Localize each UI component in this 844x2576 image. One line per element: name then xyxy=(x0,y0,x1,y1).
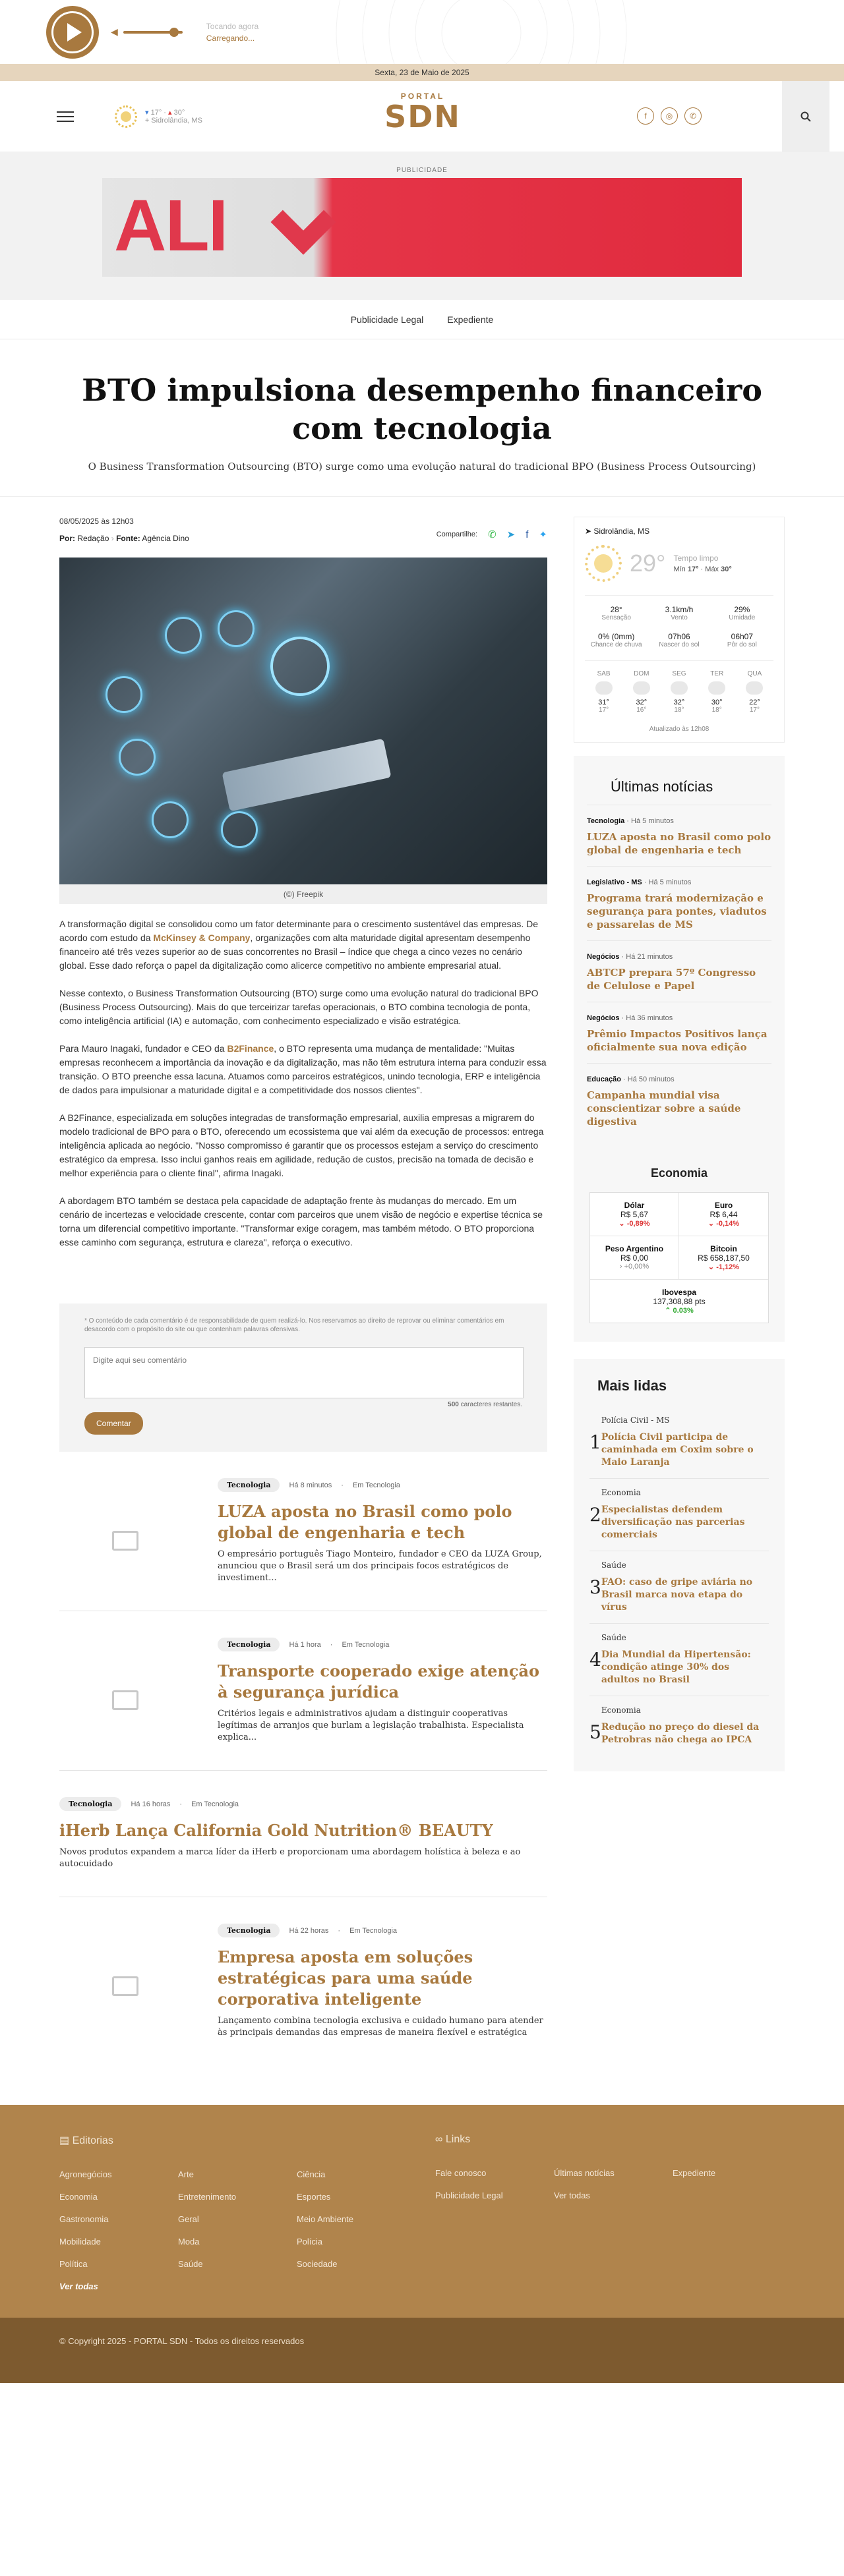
article-subtitle: O Business Transformation Outsourcing (BTO) surge como uma evolução natural do tradicional BPO (Business Process Outsourcing) xyxy=(88,461,756,472)
search-button[interactable] xyxy=(782,81,829,152)
index-ibovespa: Ibovespa 137,308,88 pts ⌃ 0.03% xyxy=(653,1288,706,1315)
weather-stats: 28° Sensação 3.1km/h Vento 29% Umidade 0% (0mm) Chance de chuva 07h06 Nascer do sol 06h07 Pôr do sol xyxy=(585,595,773,648)
article-image xyxy=(59,558,547,884)
most-read-item[interactable]: 1 Polícia Civil - MS Polícia Civil participa de caminhada em Coxim sobre o Maio Laranja xyxy=(589,1406,769,1479)
cloud-icon xyxy=(671,681,688,695)
paragraph: A transformação digital se consolidou como um fator determinante para o crescimento sustentável das empresas. De acordo com estudo da McKinsey & Company, organizações com alta maturidade digital apresentam desempenho financeiro até três vezes superior ao de suas concorrentes no Brasil – índice que chega a cinco vezes no cenário global. Esse dado reforça o papel da digitalização como alicerce competitivo no ambiente empresarial atual. xyxy=(59,919,539,971)
tag[interactable]: Tecnologia xyxy=(59,1797,121,1811)
menu-icon[interactable] xyxy=(57,111,74,122)
footer-link[interactable]: Publicidade Legal xyxy=(435,2190,503,2200)
play-button[interactable] xyxy=(46,6,99,59)
chevron-logo-icon xyxy=(271,190,336,255)
paragraph: A B2Finance, especializada em soluções integradas de transformação empresarial, auxilia empresas a migrarem do modelo tradicional de BPO para o BTO, oferecendo um ecossistema que vai além da execução de processos: entrega inteligência aplicada ao negócio. "Nosso compromisso é garantir que os processos estejam a serviço do crescimento estratégico da empresa. Isso inclui ganhos reais em agilidade, redução de custos, precisão na tomada de decisão e melhor experiência para o cliente final", afirma Inagaki. xyxy=(59,1112,544,1178)
latest-item[interactable]: Negócios · Há 21 minutos ABTCP prepara 57º Congresso de Celulose e Papel xyxy=(587,941,771,1002)
now-playing-label: Tocando agora xyxy=(206,21,259,31)
most-read-item[interactable]: 3 Saúde FAO: caso de gripe aviária no Brasil marca nova etapa do vírus xyxy=(589,1551,769,1624)
telegram-share-icon[interactable]: ➤ xyxy=(506,529,516,540)
paragraph: Nesse contexto, o Business Transformation Outsourcing (BTO) surge como uma evolução natural do tradicional BPO (Business Process Outsourcing). Mais do que terceirizar tarefas operacionais, o BTO combina tecnologia de ponta, como inteligência artificial (IA) e automação, com conhecimento especializado e visão estratégica. xyxy=(59,988,539,1026)
tag[interactable]: Tecnologia xyxy=(218,1478,280,1492)
search-icon xyxy=(800,111,811,122)
footer-link[interactable]: Política xyxy=(59,2259,88,2269)
logo-main: SDN xyxy=(384,99,461,134)
footer-link[interactable]: Sociedade xyxy=(297,2259,338,2269)
sub-navigation xyxy=(0,300,844,339)
ver-todas-link[interactable]: Ver todas xyxy=(554,2190,590,2200)
related-item[interactable]: Tecnologia Há 22 horas · Em Tecnologia Empresa aposta em soluções estratégicas para uma saúde corporativa inteligente Lançamento combina tecnologia exclusiva e cuidado humano para atender às principais demandas das empresas de maneira flexível e estratégica xyxy=(59,1897,547,2065)
footer-link[interactable]: Saúde xyxy=(178,2259,203,2269)
article-body xyxy=(59,917,547,1249)
related-title[interactable]: iHerb Lança California Gold Nutrition® BEAUTY xyxy=(59,1821,493,1840)
globe-bubble xyxy=(119,739,156,776)
ver-todas-link[interactable]: Ver todas xyxy=(59,2281,98,2291)
most-read-item[interactable]: 5 Economia Redução no preço do diesel da Petrobras não chega ao IPCA xyxy=(589,1705,760,1745)
article-title: BTO impulsiona desempenho financeiro com tecnologia xyxy=(82,372,762,446)
comment-box xyxy=(59,1303,547,1452)
footer-link[interactable]: Geral xyxy=(178,2214,199,2224)
nav-expediente[interactable]: Expediente xyxy=(447,314,494,325)
decorative-waves xyxy=(251,0,712,64)
social-links xyxy=(637,107,702,125)
sun-icon xyxy=(633,681,650,695)
article-byline: Por: Redação › Fonte: Agência Dino xyxy=(59,534,189,543)
nav-publicidade-legal[interactable]: Publicidade Legal xyxy=(350,314,424,325)
sun-icon xyxy=(595,681,613,695)
currency-bitcoin: Bitcoin R$ 658,187,50 ⌄ -1,12% xyxy=(679,1236,768,1280)
factory-bubble xyxy=(221,811,258,848)
related-title[interactable]: Empresa aposta em soluções estratégicas para uma saúde corporativa inteligente xyxy=(218,1947,473,2009)
most-read xyxy=(574,1359,785,1771)
latest-item[interactable]: Negócios · Há 36 minutos Prêmio Impactos Positivos lança oficialmente sua nova edição xyxy=(587,1002,771,1064)
related-title[interactable]: LUZA aposta no Brasil como polo global de engenharia e tech xyxy=(218,1502,512,1542)
header-max-temp: 30° xyxy=(173,108,185,117)
related-summary: Lançamento combina tecnologia exclusiva e cuidado humano para atender às principais demandas das empresas de maneira flexível e estratégica xyxy=(218,2016,543,2038)
links-list xyxy=(435,2168,791,2200)
logo-top: PORTAL xyxy=(400,92,445,101)
footer-link[interactable]: Arte xyxy=(178,2169,194,2179)
ad-brand: ALI xyxy=(114,185,227,266)
related-item[interactable]: Tecnologia Há 1 hora · Em Tecnologia Transporte cooperado exige atenção à segurança jurídica Critérios legais e administrativos ajudam a distinguir cooperativas legítimas de arranjos que burlam a legislação trabalhista. Especialista explica... xyxy=(59,1611,547,1771)
ad-label: PUBLICIDADE xyxy=(396,167,448,174)
most-read-item[interactable]: 2 Economia Especialistas defendem diversificação nas parcerias comerciais xyxy=(589,1479,769,1551)
person-bubble xyxy=(218,610,255,647)
links-title: Links xyxy=(445,2134,471,2145)
comment-input[interactable] xyxy=(84,1347,524,1398)
latest-title: Últimas notícias xyxy=(587,756,771,805)
related-summary: Novos produtos expandem a marca líder da iHerb e proporcionam uma abordagem holística à beleza e ao autocuidado xyxy=(59,1847,521,1869)
weather-forecast: SAB 31° 17° DOM 32° 16° SEG 32° 18° TER 30° 18° QUA 22° 17° xyxy=(585,660,773,714)
latest-news xyxy=(574,756,785,1153)
footer-link[interactable]: Fale conosco xyxy=(435,2168,487,2178)
footer-link[interactable]: Esportes xyxy=(297,2192,331,2202)
footer-link[interactable]: Meio Ambiente xyxy=(297,2214,353,2224)
latest-item[interactable]: Educação · Há 50 minutos Campanha mundial visa conscientizar sobre a saúde digestiva xyxy=(587,1075,741,1128)
ad-area xyxy=(0,152,844,300)
chars-remaining: 500 caracteres restantes. xyxy=(448,1401,522,1408)
radio-player xyxy=(0,0,844,64)
rain-icon xyxy=(746,681,763,695)
site-footer xyxy=(0,2105,844,2318)
currency-euro: Euro R$ 6,44 ⌄ -0,14% xyxy=(679,1193,768,1236)
tag[interactable]: Tecnologia xyxy=(218,1924,280,1937)
share-label: Compartilhe: xyxy=(436,530,478,538)
conveyor-bubble xyxy=(152,801,189,838)
weather-condition: Tempo limpo xyxy=(673,554,719,563)
instagram-icon[interactable]: ◎ xyxy=(661,107,678,125)
ad-banner[interactable] xyxy=(102,178,742,277)
gear-graphic xyxy=(270,637,330,696)
article-header xyxy=(0,339,844,497)
footer-link[interactable]: Gastronomia xyxy=(59,2214,109,2224)
mckinsey-link[interactable]: McKinsey & Company xyxy=(153,932,251,943)
related-title[interactable]: Transporte cooperado exige atenção à segurança jurídica xyxy=(218,1661,540,1702)
image-placeholder-icon xyxy=(59,1498,191,1584)
facebook-icon[interactable]: f xyxy=(637,107,654,125)
editorias-list xyxy=(59,2169,435,2291)
volume-control[interactable] xyxy=(111,26,183,38)
weather-widget: ➤ Sidrolândia, MS 29° Tempo limpo Mín 17° · Máx 30° 28° Sensação 3.1km/h Vento 29% Umidade 0% (0mm) Chance de chuva 07h06 Nascer do sol 06h07 Pôr do sol SAB 31° 17° DOM 32° 16° SEG 32° 18° TER 30° 18° QUA 22° 17° Atualizado às 12h08 xyxy=(574,517,785,743)
play-icon xyxy=(67,23,82,42)
share-bar xyxy=(437,526,547,543)
footer-link[interactable]: Expediente xyxy=(673,2168,716,2178)
weather-temp: 29° xyxy=(630,550,666,577)
whatsapp-icon[interactable]: ✆ xyxy=(684,107,702,125)
whatsapp-share-icon[interactable]: ✆ xyxy=(488,529,497,540)
footer-link[interactable]: Moda xyxy=(178,2237,200,2247)
sun-icon xyxy=(115,105,137,128)
cube-bubble xyxy=(165,617,202,654)
tablet-graphic xyxy=(222,739,391,812)
related-item[interactable]: Tecnologia Há 16 horas · Em Tecnologia iHerb Lança California Gold Nutrition® BEAUTY Novos produtos expandem a marca líder da iHerb e proporcionam uma abordagem holística à beleza e ao autocuidado xyxy=(59,1771,547,1897)
editorias-title: Editorias xyxy=(72,2135,113,2146)
article-datetime: 08/05/2025 às 12h03 xyxy=(59,517,134,526)
paragraph: Para Mauro Inagaki, fundador e CEO da B2Finance, o BTO representa uma mudança de mentalidade: "Muitas empresas reconhecem a importância da inovação e da digitalização, mas não têm estrutura interna para conduzir essa transição. O BTO preenche essa lacuna. Atuamos como parceiros estratégicos, unindo tecnologia, ERP e inteligência de dados para impulsionar a maturidade digital e a competitividade dos nossos clientes". xyxy=(59,1043,547,1095)
footer-link[interactable]: Polícia xyxy=(297,2237,323,2247)
footer-link[interactable]: Mobilidade xyxy=(59,2237,101,2247)
related-summary: Critérios legais e administrativos ajudam a distinguir cooperativas legítimas de arranjos que burlam a legislação trabalhista. Especialista explica... xyxy=(218,1709,524,1742)
header-city: Sidrolândia, MS xyxy=(151,116,202,125)
currency-peso: Peso Argentino R$ 0,00 › +0,00% xyxy=(590,1236,679,1280)
article-author: Redação xyxy=(77,534,109,543)
twitter-share-icon[interactable]: ✦ xyxy=(539,529,547,540)
header-min-temp: 17° xyxy=(150,108,162,117)
weather-updated: Atualizado às 12h08 xyxy=(649,726,709,733)
image-placeholder-icon xyxy=(59,1657,191,1743)
sidebar xyxy=(574,517,785,2065)
image-caption: (©) Freepik xyxy=(59,884,547,904)
newspaper-icon: ▤ xyxy=(59,2135,70,2146)
sun-icon xyxy=(585,545,622,582)
header-weather: ▾ 17° · ▴ 30° ⌖ Sidrolândia, MS xyxy=(115,105,202,128)
site-header xyxy=(0,81,844,152)
speaker-icon: ◀ xyxy=(111,26,118,37)
settings-bubble xyxy=(106,676,142,713)
latest-item[interactable]: Legislativo - MS · Há 5 minutos Programa trará modernização e segurança para pontes, viadutos e passarelas de MS xyxy=(587,867,771,941)
image-placeholder-icon xyxy=(59,1943,191,2029)
footer-link[interactable]: Ciência xyxy=(297,2169,326,2179)
main-column xyxy=(59,517,547,2065)
related-item[interactable]: Tecnologia Há 8 minutos · Em Tecnologia LUZA aposta no Brasil como polo global de engenharia e tech O empresário português Tiago Monteiro, fundador e CEO da LUZA Group, anunciou que o Brasil será um dos principais focos estratégicos de investiment... xyxy=(59,1452,547,1611)
b2finance-link[interactable]: B2Finance xyxy=(227,1043,274,1054)
most-read-item[interactable]: 4 Saúde Dia Mundial da Hipertensão: condição atinge 30% dos adultos no Brasil xyxy=(589,1624,769,1696)
most-read-title: Mais lidas xyxy=(597,1377,667,1394)
footer-link[interactable]: Entretenimento xyxy=(178,2192,237,2202)
economy-title: Economia xyxy=(650,1166,708,1180)
date-bar: Sexta, 23 de Maio de 2025 xyxy=(0,64,844,81)
latest-item[interactable]: Tecnologia · Há 5 minutos LUZA aposta no Brasil como polo global de engenharia e tech xyxy=(587,805,771,867)
footer-link[interactable]: Agronegócios xyxy=(59,2169,112,2179)
copyright: © Copyright 2025 - PORTAL SDN - Todos os direitos reservados xyxy=(0,2318,844,2383)
economy-widget xyxy=(574,1153,785,1342)
tag[interactable]: Tecnologia xyxy=(218,1638,280,1651)
site-logo[interactable] xyxy=(375,92,471,132)
comment-button[interactable]: Comentar xyxy=(84,1412,143,1435)
weather-city: Sidrolândia, MS xyxy=(593,527,650,536)
related-summary: O empresário português Tiago Monteiro, fundador e CEO da LUZA Group, anunciou que o Brasil será um dos principais focos estratégicos de investiment... xyxy=(218,1549,542,1583)
currency-dolar: Dólar R$ 5,67 ⌄ -0,89% xyxy=(590,1193,679,1236)
comment-note: * O conteúdo de cada comentário é de responsabilidade de quem realizá-lo. Nos reservamos ao direito de reprovar ou eliminar comentários em desacordo com o propósito do site ou que contenham palavras ofensivas. xyxy=(84,1317,504,1333)
article-source: Agência Dino xyxy=(142,534,189,543)
volume-slider[interactable] xyxy=(123,31,183,34)
paragraph: A abordagem BTO também se destaca pela capacidade de adaptação frente às mudanças do mercado. Em um cenário de incertezas e velocidade crescente, contar com parceiros que unem visão de negócio e expertise técnica se torna um diferencial competitivo importante. "Transformar exige coragem, mas também método. O BTO proporciona esse caminho com segurança, estrutura e clareza", reforça o executivo. xyxy=(59,1195,543,1247)
link-icon: ∞ xyxy=(435,2134,443,2145)
footer-link[interactable]: Últimas notícias xyxy=(554,2168,615,2178)
cloud-icon xyxy=(708,681,725,695)
facebook-share-icon[interactable]: f xyxy=(526,529,529,540)
now-playing-status: Carregando... xyxy=(206,33,255,43)
footer-link[interactable]: Economia xyxy=(59,2192,98,2202)
